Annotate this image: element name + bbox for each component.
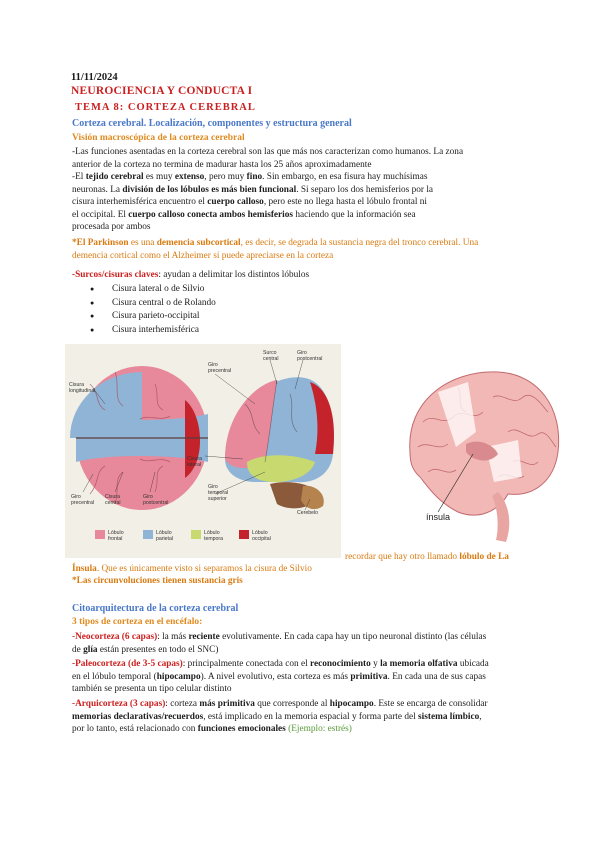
para1-line7: procesada por ambos (72, 222, 151, 232)
arquicorteza-line3: por lo tanto, está relacionado con funciones emocionales (Ejemplo: estrés) (72, 724, 352, 734)
legend-parietal: Lóbulo parietal (156, 530, 174, 542)
insula-figure (398, 352, 568, 554)
section-subtitle: Corteza cerebral. Localización, componentes y estructura general (72, 118, 352, 129)
label-giro-precentral-top: Giro precentral (71, 494, 95, 506)
paleocorteza-line1: -Paleocorteza (de 3-5 capas): principalmente conectada con el reconocimiento y la memoria olfativa ubicada (72, 659, 489, 669)
parkinson-line1: *El Parkinson es una demencia subcortical, es decir, se degrada la sustancia negra del tronco cerebral. Una (72, 238, 479, 248)
para1-line1: -Las funciones asentadas en la corteza cerebral son las que más nos caracterizan como humanos. La zona (72, 147, 464, 157)
label-cisura-central: Cisura central (105, 494, 121, 506)
cito-title: Citoarquitectura de la corteza cerebral (72, 603, 239, 614)
label-giro-precentral-side: Giro precentral (208, 362, 232, 374)
arquicorteza-line2: memorias declarativas/recuerdos, está implicado en la memoria espacial y forma parte del sistema límbico, (72, 711, 482, 722)
para1-line2: anterior de la corteza no termina de madurar hasta los 25 años aproximadamente (72, 159, 372, 170)
surcos-line: -Surcos/cisuras claves: ayudan a delimitar los distintos lóbulos (72, 270, 310, 280)
label-cisura-lateral: Cisura lateral (187, 456, 202, 468)
paleocorteza-line3: también se presenta un tipo celular distinto (72, 684, 232, 694)
label-surco-central: Surco central (263, 350, 279, 362)
label-cerebelo: Cerebelo (297, 510, 319, 516)
list-item: ● Cisura central o de Rolando (90, 297, 216, 311)
list-item: ● Cisura parieto-occipital (90, 310, 216, 324)
cisuras-list (90, 283, 216, 337)
legend-temporal: Lóbulo tempora (204, 530, 224, 542)
legend-frontal: Lóbulo frontal (108, 530, 124, 542)
para1-line3: -El tejido cerebral es muy extenso, pero muy fino. Sin embargo, en esa fisura hay muchísimas (72, 172, 428, 182)
neocorteza-line1: -Neocorteza (6 capas): la más reciente evolutivamente. En cada capa hay un tipo neuronal distinto (las células (72, 632, 487, 642)
para1-line4: neuronas. La división de los lóbulos es más bien funcional. Si separo los dos hemisferios por la (72, 184, 434, 195)
neocorteza-line2: de glía están presentes en todo el SNC) (72, 644, 219, 655)
course-title: NEUROCIENCIA Y CONDUCTA I (71, 85, 253, 97)
circunvoluciones-note: *Las circunvoluciones tienen sustancia gris (72, 576, 243, 586)
brain-lobes-figure (65, 344, 341, 558)
date: 11/11/2024 (71, 72, 118, 83)
paleocorteza-line2: en el lóbulo temporal (hipocampo). A nivel evolutivo, esta corteza es más primitiva. En cada una de sus capas (72, 671, 486, 682)
label-giro-temporal-superior: Giro temporal superior (208, 484, 229, 502)
insula-note-line1: recordar que hay otro llamado lóbulo de La (345, 552, 509, 562)
legend-swatch-parietal (143, 530, 153, 539)
side-view-brain (225, 377, 334, 509)
list-item: ● Cisura interhemisférica (90, 324, 216, 338)
para1-line6: el occipital. El cuerpo calloso conecta ambos hemisferios haciendo que la información sea (72, 209, 416, 220)
label-insula: ínsula (426, 512, 451, 522)
legend-swatch-temporal (191, 530, 201, 539)
legend-swatch-frontal (95, 530, 105, 539)
topic-title: TEMA 8: CORTEZA CEREBRAL (75, 102, 256, 113)
insula-note-line2: Ínsula. Que es únicamente visto si separamos la cisura de Silvio (72, 564, 312, 574)
subsection-title: Visión macroscópica de la corteza cerebral (72, 133, 245, 143)
legend-swatch-occipital (239, 530, 249, 539)
label-giro-postcentral-top: Giro postcentral (143, 494, 169, 506)
brain-lobes-illustration (65, 344, 341, 558)
label-cisura-longitudinal: Cisura longitudinal (69, 382, 96, 394)
arquicorteza-line1: -Arquicorteza (3 capas): corteza más primitiva que corresponde al hipocampo. Este se encarga de consolidar (72, 699, 488, 709)
list-item: ● Cisura lateral o de Silvio (90, 283, 216, 297)
parkinson-line2: demencia cortical como el Alzheimer sí puede apreciarse en la corteza (72, 250, 334, 261)
insula-illustration (398, 352, 568, 554)
label-giro-postcentral-side: Giro postcentral (297, 350, 323, 362)
legend-occipital: Lóbulo occipital (252, 530, 271, 542)
cito-tipos: 3 tipos de corteza en el encéfalo: (72, 617, 203, 627)
para1-line5: cisura interhemisférica encuentro el cuerpo calloso, pero este no llega hasta el lóbulo frontal ni (72, 197, 427, 207)
